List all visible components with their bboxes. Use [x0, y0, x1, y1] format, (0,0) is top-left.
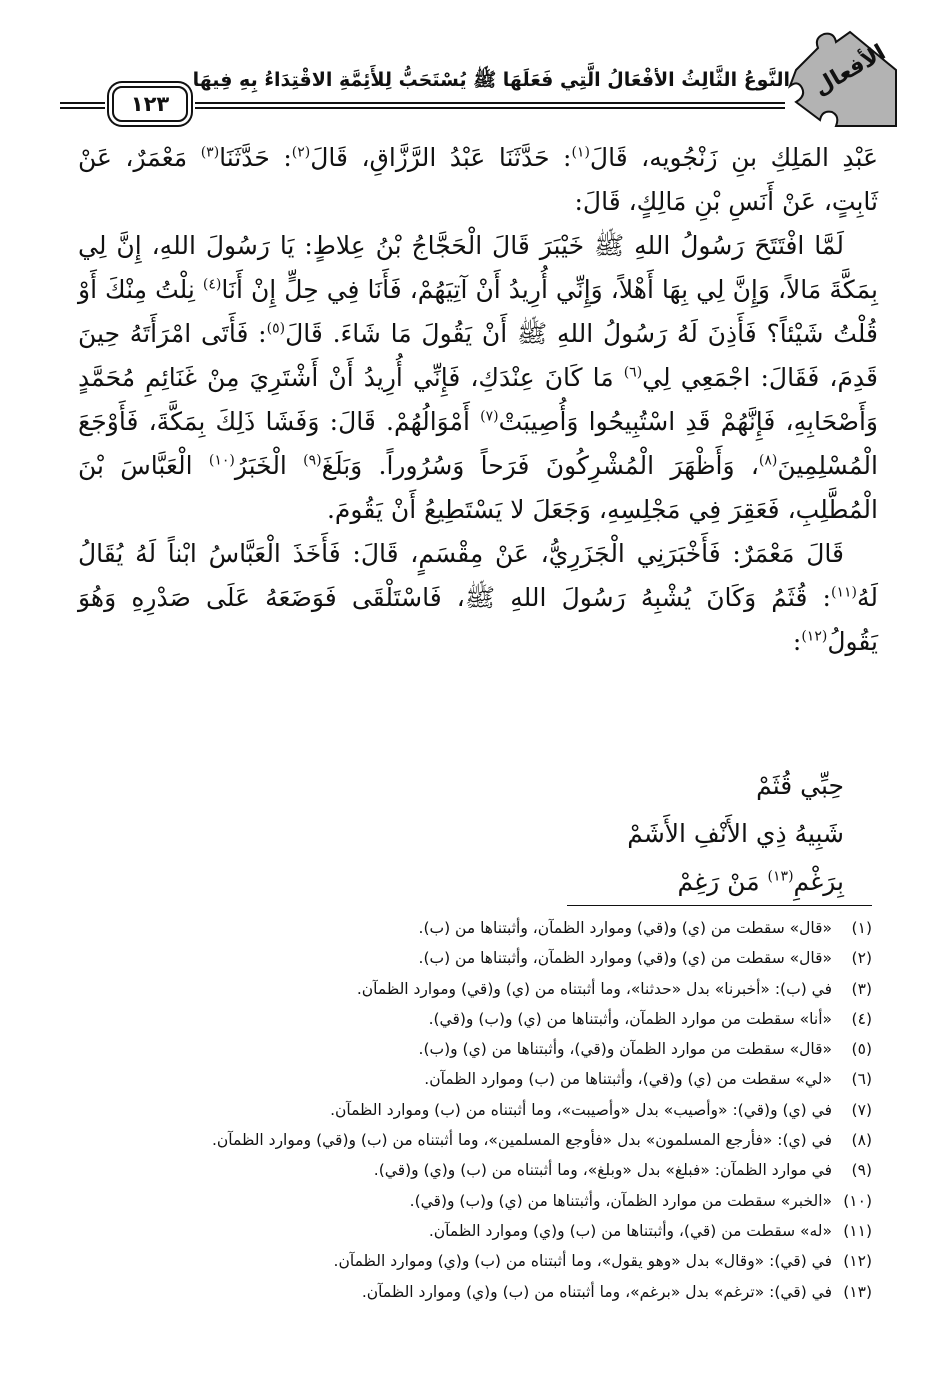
text-run: مَا كَانَ عِنْدَكِ، فَإِنِّي أُرِيدُ أَنْ أَشْتَرِيَ مِنْ غَنَائِمِ مُحَمَّدٍ وَأَصْحَابِهِ، فَإِنَّهُمْ قَدِ اسْتُبِيحُوا وَأُصِيبَتْ — [78, 363, 878, 436]
footnote-ref: (٣) — [200, 144, 220, 161]
poem-line-3-rest: مَنْ رَغِمْ — [677, 867, 768, 896]
footnote-ref: (١٢) — [801, 628, 828, 645]
text-run: لَمَّا افْتَتَحَ رَسُولُ اللهِ ﷺ خَيْبَرَ قَالَ الْحَجَّاجُ بْنُ عِلاطٍ: يَا رَسُولَ اللهِ، إِنَّ لِي بِمَكَّةَ مَالاً، وَإِنَّ لِي بِهَا أَهْلاً، وَإِنِّي أُرِيدُ أَنْ آتِيَهُمْ، فَأَنَا فِي حِلٍّ إِنْ أَنَا — [78, 231, 878, 304]
footnote-text: في موارد الظمآن: «فبلغ» بدل «وبلغ»، وما أثبتناه من (ب) و(ي) و(قي). — [373, 1161, 832, 1180]
footnote-number: (١٢) — [843, 1252, 872, 1271]
footnote-text: «لي» سقطت من (ي) و(قي)، وأثبتناها من (ب) وموارد الظمآن. — [424, 1070, 832, 1089]
text-run: : — [792, 627, 802, 656]
footnote — [72, 1155, 872, 1185]
footnote-number: (٤) — [851, 1009, 872, 1028]
text-run: : قُثَمُ وَكَانَ يُشْبِهُ رَسُولَ اللهِ ﷺ، فَاسْتَلْقَى فَوَضَعَهُ عَلَى صَدْرِهِ وَهُوَ يَقُولُ — [78, 583, 878, 656]
footnote-number: (١١) — [843, 1221, 872, 1240]
footnote — [72, 1125, 872, 1155]
footnote-ref: (٥) — [266, 320, 286, 337]
footnote-number: (٥) — [851, 1040, 872, 1059]
footnote-text: في (ي): «فأرجع المسلمون» بدل «فأوجع المسلمين»، وما أثبتناه من (ب) و(قي) وموارد الظمآن. — [212, 1131, 832, 1150]
footnote-number: (٢) — [851, 949, 872, 968]
footnote — [72, 1095, 872, 1125]
paragraph-1 — [78, 136, 878, 224]
header-double-rule-left — [60, 102, 105, 109]
text-run: : فَأَتَى امْرَأَتَهُ حِينَ قَدِمَ، فَقَالَ: اجْمَعِي لِي — [78, 319, 878, 392]
footnote — [72, 1064, 872, 1094]
footnote-number: (٨) — [851, 1131, 872, 1150]
footnote-number: (٧) — [851, 1100, 872, 1119]
footnote — [72, 1246, 872, 1276]
header-double-rule — [195, 102, 785, 109]
footnote-number: (٩) — [851, 1161, 872, 1180]
text-run: مَعْمَرٌ، عَنْ ثَابِتٍ، عَنْ أَنَسِ بْنِ مَالِكٍ، قَالَ: — [78, 143, 878, 216]
poem — [584, 762, 844, 906]
footnote — [72, 974, 872, 1004]
footnote-text: «أنا» سقطت من موارد الظمآن، وأثبتناها من (ي) و(ب) و(قي). — [428, 1009, 832, 1028]
footnote-text: في (قي): «وقال» بدل «وهو يقول»، وما أثبتناه من (ب) و(ي) وموارد الظمآن. — [333, 1252, 832, 1271]
poem-line-1: حِبِّي قُثَمْ — [756, 771, 844, 800]
footnote-text: في (قي): «ترغم» بدل «برغم»، وما أثبتناه من (ب) و(ي) وموارد الظمآن. — [361, 1282, 832, 1301]
footnote-separator — [567, 905, 872, 906]
footnote-ref: (١) — [571, 144, 590, 161]
text-run: ، وَأَظْهَرَ الْمُشْرِكُونَ فَرَحاً وَسُرُوراً. وَبَلَغَ — [321, 451, 759, 480]
footnote-ref: (٤) — [202, 276, 222, 293]
footnote-ref: (٢) — [291, 144, 311, 161]
footnote-number: (١٣) — [843, 1282, 872, 1301]
footnote-text: «قال» سقطت من (ي) و(قي) وموارد الظمآن، وأثبتناها من (ب). — [418, 919, 832, 937]
text-run: : حَدَّثَنَا — [219, 143, 292, 172]
footnote-text: «له» سقطت من (قي)، وأثبتناها من (ب) و(ي) وموارد الظمآن. — [428, 1221, 832, 1240]
text-run: قَالَ مَعْمَرٌ: فَأَخْبَرَنِي الْجَزَرِيُّ، عَنْ مِقْسَمٍ، قَالَ: فَأَخَذَ الْعَبَّاسُ ابْناً لَهُ يُقَالُ لَهُ — [78, 539, 878, 612]
footnote-text: «قال» سقطت من موارد الظمآن و(قي)، وأثبتناها من (ي) و(ب). — [418, 1040, 832, 1059]
section-badge-label: الأفعال — [809, 40, 891, 101]
footnote-text: «الخبر» سقطت من موارد الظمآن، وأثبتناها من (ي) و(ب) و(قي). — [409, 1191, 832, 1210]
footnote-ref: (٨) — [758, 452, 778, 469]
footnote-text: في (ب): «أخبرنا» بدل «حدثنا»، وما أثبتناه من (ي) و(قي) وموارد الظمآن. — [356, 979, 832, 998]
page-number: ١٢٣ — [112, 86, 188, 122]
text-run: نِلْتُ مِنْكَ أَوْ قُلْتُ شَيْئاً؟ فَأَذِنَ لَهُ رَسُولُ اللهِ ﷺ أَنْ يَقُولَ مَا شَاءَ. قَالَ — [78, 275, 879, 348]
footnote — [72, 1216, 872, 1246]
footnote-number: (٦) — [851, 1070, 872, 1089]
footnote-ref: (٧) — [480, 408, 499, 425]
footnote-ref: (١١) — [830, 584, 857, 601]
paragraph-3 — [78, 532, 878, 664]
footnote — [72, 943, 872, 973]
footnote — [72, 1186, 872, 1216]
footnote-number: (١) — [851, 919, 872, 937]
footnote-ref: (١٣) — [767, 868, 794, 885]
poem-line-2: شَبِيهُ ذِي الأَنْفِ الأَشَمْ — [627, 819, 844, 848]
text-run: الْعَبَّاسَ بْنَ الْمُطَّلِبِ، فَعَقِرَ فِي مَجْلِسِهِ، وَجَعَلَ لا يَسْتَطِيعُ أَنْ يَقُومَ. — [78, 451, 878, 524]
footnote — [72, 1277, 872, 1307]
footnote — [72, 1004, 872, 1034]
footnote — [72, 913, 872, 943]
text-run: أَمْوَالُهُمْ. قَالَ: وَفَشَا ذَلِكَ بِمَكَّةَ، فَأَوْجَعَ الْمُسْلِمِينَ — [78, 407, 878, 480]
paragraph-2 — [78, 224, 878, 532]
section-badge — [788, 30, 900, 130]
poem-line-3-word: بِرَغْمِ — [793, 867, 844, 896]
page-header — [60, 28, 900, 128]
footnote-text: «قال» سقطت من (ي) و(قي) وموارد الظمآن، وأثبتناها من (ب). — [418, 949, 832, 968]
footnote-ref: (١٠) — [208, 452, 235, 469]
footnote-number: (٣) — [851, 979, 872, 998]
main-text — [78, 136, 878, 664]
footnote-ref: (٩) — [303, 452, 322, 469]
text-run: : حَدَّثَنَا عَبْدُ الرَّزَّاقِ، قَالَ — [310, 143, 572, 172]
running-head-title: النَّوعُ الثَّالِثُ الأفْعَالُ الَّتِي فَعَلَهَا ﷺ يُسْتَحَبُّ لِلأَئِمَّةِ الاقْتِدَاءُ بِهِ فِيهَا — [192, 69, 790, 91]
footnote — [72, 1034, 872, 1064]
footnote-ref: (٦) — [623, 364, 643, 381]
footnote-text: في (ي) و(قي): «وأصيب» بدل «وأصيبت»، وما أثبتناه من (ب) وموارد الظمآن. — [330, 1100, 832, 1119]
text-run: الْخَبَرُ — [234, 451, 304, 480]
text-run: عَبْدِ المَلِكِ بنِ زَنْجُويه، قَالَ — [589, 143, 879, 172]
footnote-number: (١٠) — [843, 1191, 872, 1210]
footnotes — [72, 913, 872, 1307]
poem-line-3 — [584, 858, 844, 906]
